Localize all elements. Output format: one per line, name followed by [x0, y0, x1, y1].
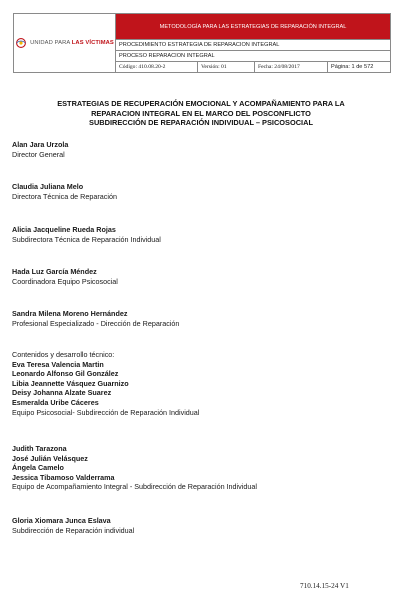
accompaniment-team-credits: [12, 444, 257, 492]
credit-entry: [12, 140, 68, 159]
logo-cell: [14, 14, 116, 73]
heading-line-1: ESTRATEGIAS DE RECUPERACIÓN EMOCIONAL Y ACOMPAÑAMIENTO PARA LA: [57, 99, 345, 108]
contents-label: Contenidos y desarrollo técnico:: [12, 350, 115, 359]
credit-role: Director General: [12, 149, 65, 159]
credit-entry: [12, 225, 161, 244]
heading-line-3: SUBDIRECCIÓN DE REPARACIÓN INDIVIDUAL – PSICOSOCIAL: [89, 118, 313, 128]
credit-name: José Julián Velásquez: [12, 453, 88, 463]
credit-name: Libia Jeannette Vásquez Guarnizo: [12, 378, 129, 388]
credit-name: Ángela Camelo: [12, 463, 64, 473]
procedure-name: PROCEDIMIENTO ESTRATEGIA DE REPARACION INTEGRAL: [116, 40, 391, 51]
technical-content-credits: [12, 350, 199, 417]
document-header-table: [13, 13, 391, 73]
credit-name: Jessica Tibamoso Valderrama: [12, 472, 115, 482]
credit-name: Hada Luz García Méndez: [12, 267, 97, 276]
heading-line-2: REPARACION INTEGRAL EN EL MARCO DEL POSCONFLICTO: [91, 108, 311, 118]
process-name: PROCESO REPARACION INTEGRAL: [116, 51, 391, 62]
document-code: Código: 410.08.20-2: [116, 62, 198, 73]
credit-entry: [12, 267, 118, 286]
document-version: Versión: 01: [198, 62, 255, 73]
footer-document-code: 710.14.15-24 V1: [300, 582, 349, 590]
credit-name: Sandra Milena Moreno Hernández: [12, 309, 128, 318]
credit-name: Eva Teresa Valencia Martin: [12, 359, 104, 369]
credit-name: Leonardo Alfonso Gil González: [12, 369, 119, 379]
unidad-victimas-logo: [14, 38, 115, 48]
credit-role: Subdirección de Reparación individual: [12, 525, 135, 535]
credit-name: Judith Tarazona: [12, 444, 67, 453]
credit-role: Equipo Psicosocial- Subdirección de Reparación Individual: [12, 407, 200, 417]
document-heading: [20, 99, 382, 128]
credit-entry: [12, 309, 179, 328]
credit-name: Alan Jara Urzola: [12, 140, 69, 149]
credit-name: Esmeralda Uribe Cáceres: [12, 397, 99, 407]
page-number: Página: 1 de 572: [328, 62, 391, 73]
credit-name: Deisy Johanna Alzate Suarez: [12, 388, 112, 398]
document-date: Fecha: 24/08/2017: [255, 62, 328, 73]
credit-role: Equipo de Acompañamiento Integral - Subdirección de Reparación Individual: [12, 482, 257, 492]
credit-role: Coordinadora Equipo Psicosocial: [12, 276, 118, 286]
credit-name: Gloria Xiomara Junca Eslava: [12, 516, 111, 525]
logo-emblem-icon: [15, 38, 27, 48]
credit-name: Alicia Jacqueline Rueda Rojas: [12, 225, 116, 234]
credit-name: Claudia Juliana Melo: [12, 182, 84, 191]
credit-role: Directora Técnica de Reparación: [12, 191, 117, 201]
credit-entry: [12, 516, 134, 535]
credit-entry: [12, 182, 117, 201]
document-title: METODOLOGÍA PARA LAS ESTRATEGIAS DE REPARACIÓN INTEGRAL: [116, 14, 391, 40]
logo-text: UNIDAD PARA LAS VÍCTIMAS: [30, 40, 114, 46]
credit-role: Profesional Especializado - Dirección de Reparación: [12, 318, 180, 328]
credit-role: Subdirectora Técnica de Reparación Individual: [12, 234, 161, 244]
